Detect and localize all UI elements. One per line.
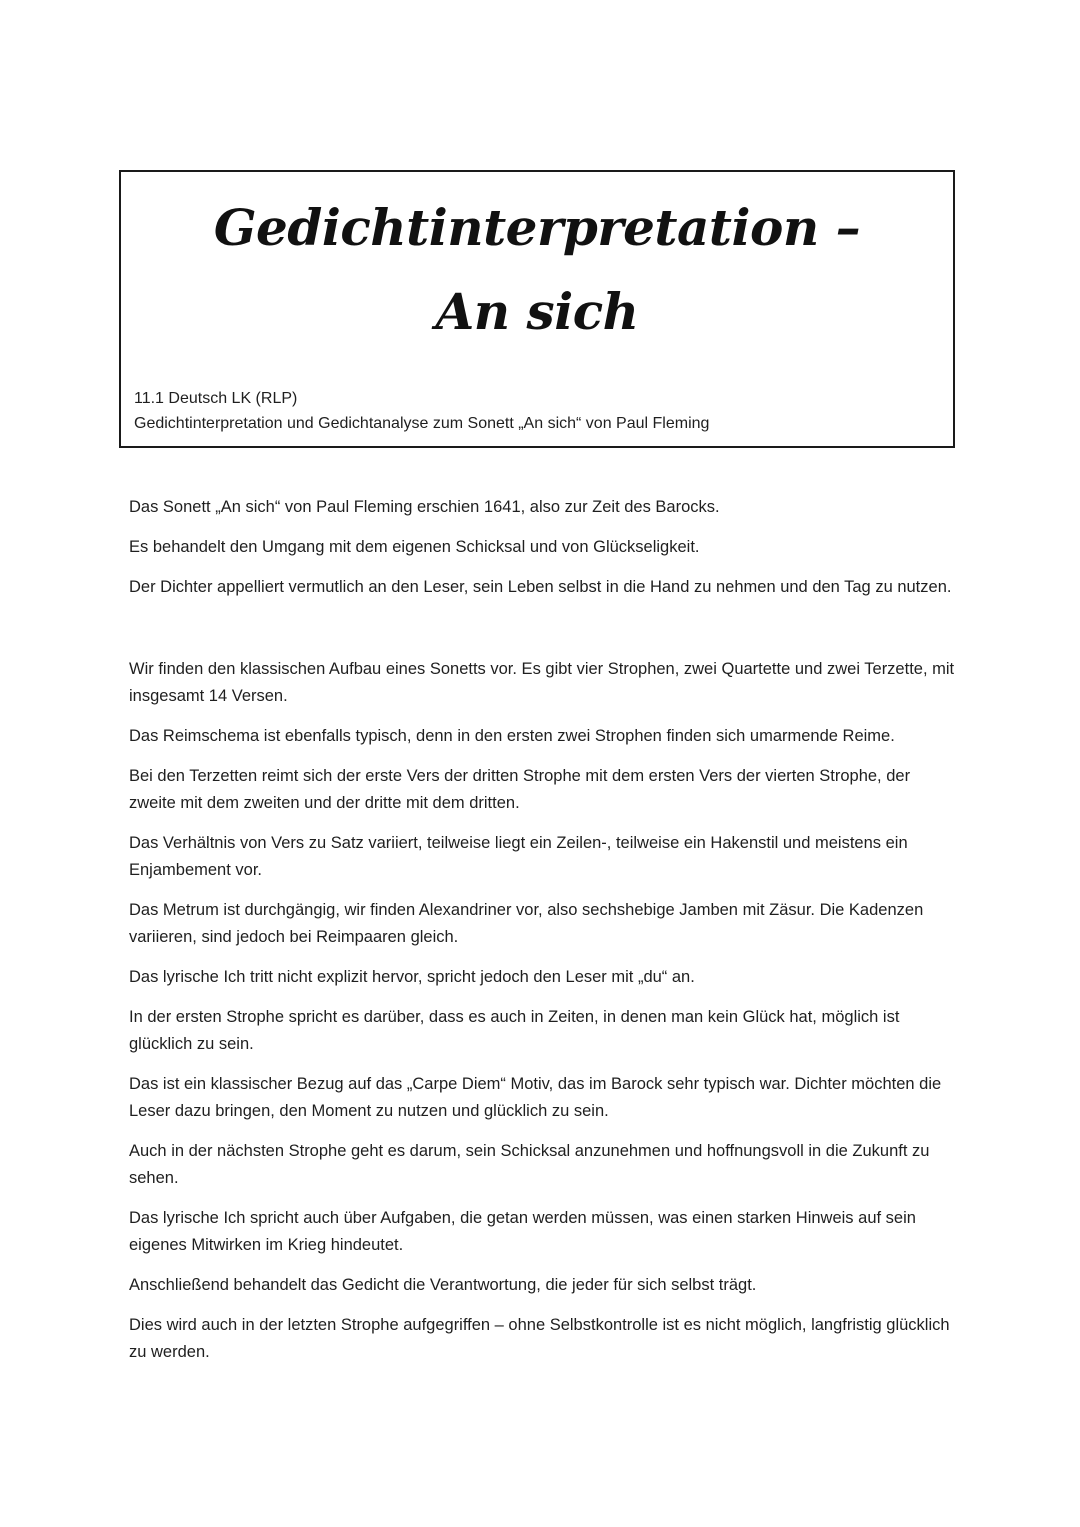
- paragraph: Das Metrum ist durchgängig, wir finden Alexandriner vor, also sechshebige Jamben mit Zäsur. Die Kadenzen variieren, sind jedoch bei Reimpaaren gleich.: [129, 901, 924, 946]
- paragraph: Bei den Terzetten reimt sich der erste Vers der dritten Strophe mit dem ersten Vers der vierten Strophe, der zweite mit dem zweiten und der dritte mit dem dritten.: [129, 767, 911, 812]
- title-line-2: An sich: [435, 282, 639, 341]
- document-body: [129, 494, 959, 1379]
- paragraph: Der Dichter appelliert vermutlich an den Leser, sein Leben selbst in die Hand zu nehmen und den Tag zu nutzen.: [129, 578, 952, 596]
- paragraph: Das Reimschema ist ebenfalls typisch, denn in den ersten zwei Strophen finden sich umarmende Reime.: [129, 727, 895, 745]
- paragraph: Wir finden den klassischen Aufbau eines Sonetts vor. Es gibt vier Strophen, zwei Quartette und zwei Terzette, mit insgesamt 14 Versen.: [129, 660, 955, 705]
- paragraph: Das Verhältnis von Vers zu Satz variiert, teilweise liegt ein Zeilen-, teilweise ein Hakenstil und meistens ein Enjambement vor.: [129, 834, 908, 879]
- paragraph: Anschließend behandelt das Gedicht die Verantwortung, die jeder für sich selbst trägt.: [129, 1276, 757, 1294]
- paragraph: Auch in der nächsten Strophe geht es darum, sein Schicksal anzunehmen und hoffnungsvoll in die Zukunft zu sehen.: [129, 1142, 930, 1187]
- document-title: [121, 186, 953, 354]
- paragraph: Dies wird auch in der letzten Strophe aufgegriffen – ohne Selbstkontrolle ist es nicht möglich, langfristig glücklich zu werden.: [129, 1316, 950, 1361]
- title-line-1: Gedichtinterpretation –: [213, 198, 861, 257]
- paragraph: Das Sonett „An sich“ von Paul Fleming erschien 1641, also zur Zeit des Barocks.: [129, 498, 720, 516]
- document-meta: [134, 386, 709, 436]
- paragraph: In der ersten Strophe spricht es darüber, dass es auch in Zeiten, in denen man kein Glück hat, möglich ist glücklich zu sein.: [129, 1008, 900, 1053]
- course-label: 11.1 Deutsch LK (RLP): [134, 390, 298, 407]
- paragraph: Es behandelt den Umgang mit dem eigenen Schicksal und von Glückseligkeit.: [129, 538, 700, 556]
- header-box: [119, 170, 955, 448]
- paragraph: Das lyrische Ich spricht auch über Aufgaben, die getan werden müssen, was einen starken Hinweis auf sein eigenes Mitwirken im Krieg hindeutet.: [129, 1209, 916, 1254]
- document-subtitle: Gedichtinterpretation und Gedichtanalyse zum Sonett „An sich“ von Paul Fleming: [134, 415, 710, 432]
- paragraph: Das ist ein klassischer Bezug auf das „Carpe Diem“ Motiv, das im Barock sehr typisch war. Dichter möchten die Leser dazu bringen, den Moment zu nutzen und glücklich zu sein.: [129, 1075, 942, 1120]
- paragraph: Das lyrische Ich tritt nicht explizit hervor, spricht jedoch den Leser mit „du“ an.: [129, 968, 695, 986]
